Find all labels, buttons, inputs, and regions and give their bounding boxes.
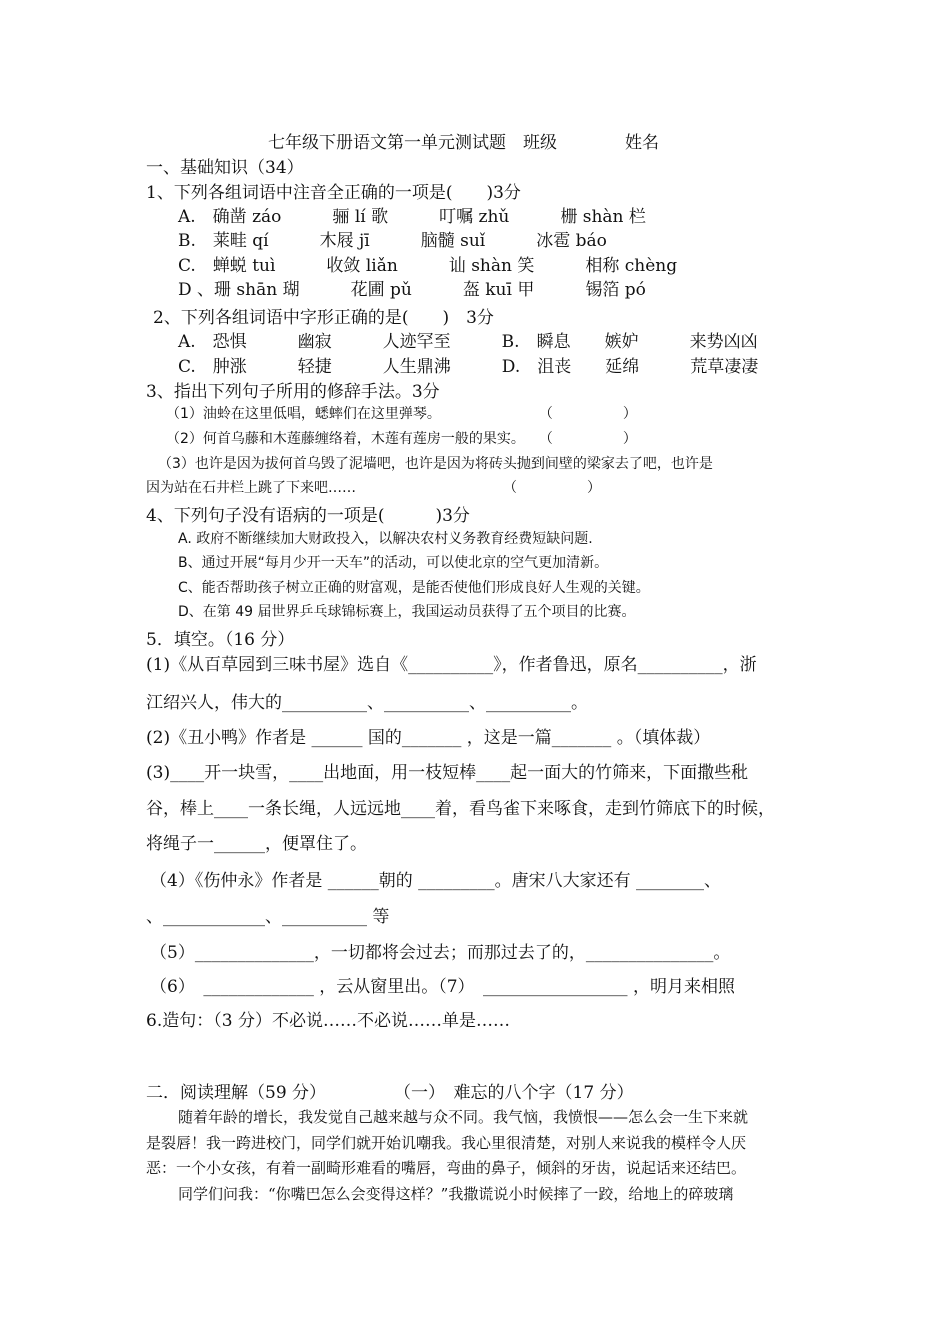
q3-item-3-line-2: 因为站在石井栏上跳了下来吧…… （ ） (146, 480, 601, 496)
q3-item-3-line-1: （3）也许是因为拔何首乌毁了泥墙吧，也许是因为将砖头抛到间壁的梁家去了吧，也许是 (158, 456, 713, 472)
q5-line-5: 谷，棒上____一条长绳，人远远地____着，看鸟雀下来啄食，走到竹筛底下的时候， (146, 799, 775, 819)
q5-line-9: （5）______________，一切都将会过去；而那过去了的，_______________。 (150, 943, 731, 963)
q5-stem: 5．填空。（16 分） (146, 630, 295, 650)
passage-paragraph-2-line-1: 同学们问我：“你嘴巴怎么会变得这样？”我撒谎说小时候摔了一跤，给地上的碎玻璃 (178, 1185, 734, 1203)
q6-sentence-making: 6.造句：（3 分）不必说……不必说……单是…… (146, 1011, 510, 1031)
passage-paragraph-1-line-3: 恶：一个小女孩，有着一副畸形难看的嘴唇，弯曲的鼻子，倾斜的牙齿，说起话来还结巴。 (146, 1159, 747, 1177)
q1-option-b: B. 莱畦 qí 木屐 jī 脑髓 suǐ 冰雹 báo (178, 231, 607, 251)
q5-line-1: (1)《从百草园到三味书屋》选自《__________》，作者鲁迅，原名__________，浙 (146, 655, 757, 675)
q4-stem: 4、下列句子没有语病的一项是( )3分 (146, 506, 470, 526)
q1-option-a: A. 确凿 záo 骊 lí 歌 叮嘱 zhǔ 栅 shàn 栏 (178, 207, 646, 227)
q2-options-row-1: A. 恐惧 幽寂 人迹罕至 B. 瞬息 嫉妒 来势凶凶 (178, 332, 758, 352)
q5-line-6: 将绳子一______，便罩住了。 (146, 834, 367, 854)
q3-item-1: （1）油蛉在这里低唱，蟋蟀们在这里弹琴。 （ ） (166, 406, 637, 422)
q1-option-d: D 、珊 shān 瑚 花圃 pǔ 盔 kuī 甲 锡箔 pó (178, 280, 646, 300)
q3-stem: 3、指出下列句子所用的修辞手法。3分 (146, 382, 440, 402)
q4-option-c: C、能否帮助孩子树立正确的财富观，是能否使他们形成良好人生观的关键。 (178, 580, 650, 596)
q5-line-2: 江绍兴人，伟大的__________、__________、__________。 (146, 693, 588, 713)
passage-paragraph-1-line-1: 随着年龄的增长，我发觉自己越来越与众不同。我气恼，我愤恨——怎么会一生下来就 (178, 1108, 749, 1126)
q5-line-3: (2)《丑小鸭》作者是 ______ 国的_______ ，这是一篇_______ 。（填体裁） (146, 728, 711, 748)
q3-item-2: （2）何首乌藤和木莲藤缠络着，木莲有莲房一般的果实。 （ ） (166, 431, 637, 447)
passage-paragraph-1-line-2: 是裂唇！我一跨进校门，同学们就开始讥嘲我。我心里很清楚，对别人来说我的模样令人厌 (146, 1134, 747, 1152)
section-1-heading: 一、基础知识（34） (146, 158, 304, 178)
q5-line-8: 、____________、__________ 等 (146, 907, 390, 927)
q5-line-7: （4）《伤仲永》作者是 ______朝的 _________。唐宋八大家还有 ________、 (150, 871, 722, 891)
q4-option-b: B、通过开展“每月少开一天车”的活动，可以使北京的空气更加清新。 (178, 555, 609, 571)
section-2-heading: 二．阅读理解（59 分） （一） 难忘的八个字（17 分） (146, 1083, 634, 1103)
q2-options-row-2: C. 肿涨 轻捷 人生鼎沸 D. 沮丧 延绵 荒草凄凄 (178, 357, 759, 377)
q5-line-10: （6） _____________ ，云从窗里出。（7） _________________ ，明月来相照 (150, 977, 735, 997)
q1-option-c: C. 蝉蜕 tuì 收敛 liǎn 讪 shàn 笑 相称 chèng (178, 256, 678, 276)
q4-option-d: D、在第 49 届世界乒乓球锦标赛上，我国运动员获得了五个项目的比赛。 (178, 604, 636, 620)
page-title: 七年级下册语文第一单元测试题 班级 姓名 (268, 133, 659, 153)
q5-line-4: (3)____开一块雪，____出地面，用一枝短棒____起一面大的竹筛来，下面撒些秕 (146, 763, 749, 783)
q1-stem: 1、下列各组词语中注音全正确的一项是( )3分 (146, 183, 521, 203)
q2-stem: 2、下列各组词语中字形正确的是( ) 3分 (153, 308, 494, 328)
q4-option-a: A. 政府不断继续加大财政投入，以解决农村义务教育经费短缺问题. (178, 531, 593, 547)
